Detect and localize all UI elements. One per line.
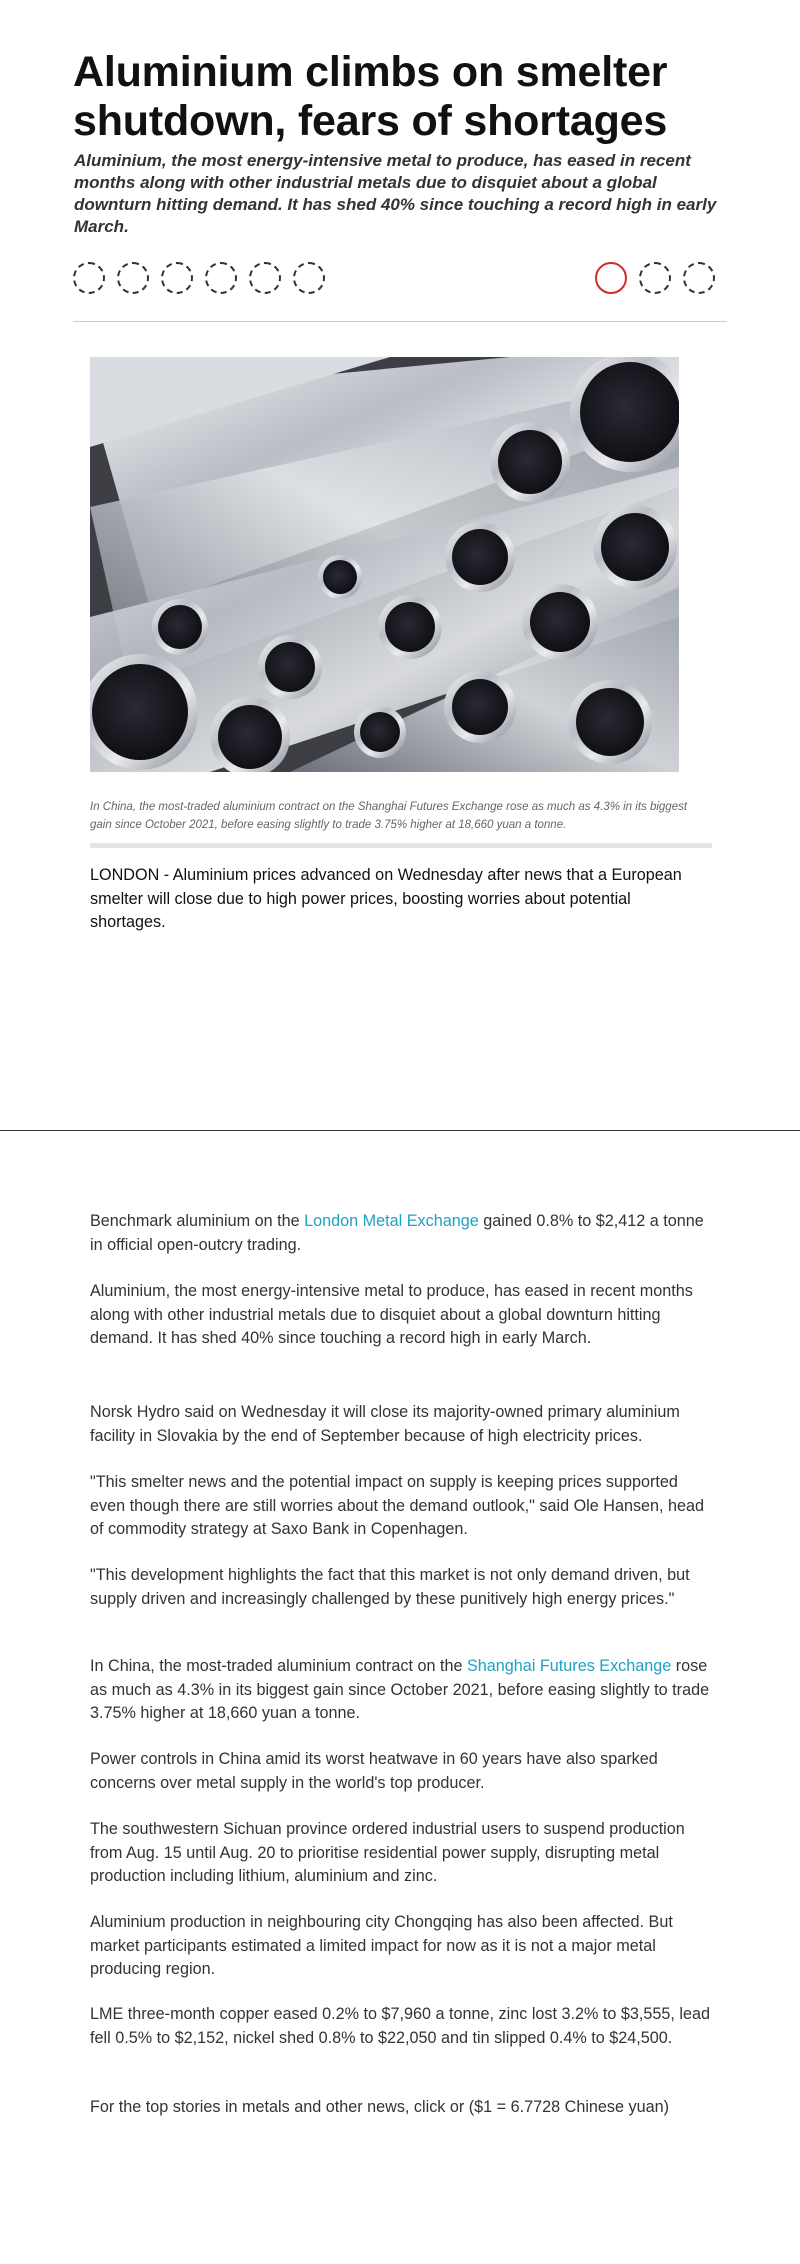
body-paragraph-6: In China, the most-traded aluminium contract on the Shanghai Futures Exchange rose as much as 4.3% in its biggest gain since October 2021, before easing slightly to trade 3.75% higher at 18,660 yuan a tonne. [90,1657,710,1722]
share-icon-9[interactable] [683,262,715,294]
share-bar [73,262,718,298]
body-paragraph-3: Norsk Hydro said on Wednesday it will close its majority-owned primary aluminium facility in Slovakia by the end of September because of high electricity prices. [90,1403,680,1445]
share-icon-5[interactable] [249,262,281,294]
body-paragraph-9: Aluminium production in neighbouring city Chongqing has also been affected. But market participants estimated a limited impact for now as it is not a major metal producing region. [90,1913,673,1978]
headline: Aluminium climbs on smelter shutdown, fears of shortages [73,48,668,145]
body-paragraph-1: Benchmark aluminium on the London Metal Exchange gained 0.8% to $2,412 a tonne in official open-outcry trading. [90,1212,704,1254]
link-shanghai-futures-exchange[interactable]: Shanghai Futures Exchange [467,1657,672,1675]
body-paragraph-8: The southwestern Sichuan province ordered industrial users to suspend production from Aug. 15 until Aug. 20 to prioritise residential power supply, disrupting metal production including lithium, aluminium and zinc. [90,1820,685,1885]
standfirst: Aluminium, the most energy-intensive metal to produce, has eased in recent months along with other industrial metals due to disquiet about a global downturn hitting demand. It has shed 40% since touching a record high in early March. [74,151,717,236]
share-icon-1[interactable] [73,262,105,294]
body-paragraph-11: For the top stories in metals and other news, click or ($1 = 6.7728 Chinese yuan) [90,2098,670,2116]
share-icon-2[interactable] [117,262,149,294]
image-caption: In China, the most-traded aluminium contract on the Shanghai Futures Exchange rose as much as 4.3% in its biggest gain since October 2021, before easing slightly to trade 3.75% higher at 18,660 yuan a tonne. [90,801,688,831]
body-paragraph-4: "This smelter news and the potential impact on supply is keeping prices supported even though there are still worries about the demand outlook," said Ole Hansen, head of commodity strategy at Saxo Bank in Copenhagen. [90,1473,705,1538]
hero-image-aluminium-pipes [90,357,679,772]
share-icon-4[interactable] [205,262,237,294]
body-paragraph-5: "This development highlights the fact that this market is not only demand driven, but supply driven and increasingly challenged by these punitively high energy prices." [90,1566,690,1608]
link-london-metal-exchange[interactable]: London Metal Exchange [304,1212,479,1230]
body-paragraph-2: Aluminium, the most energy-intensive metal to produce, has eased in recent months along with other industrial metals due to disquiet about a global downturn hitting demand. It has shed 40% since touching a record high in early March. [90,1282,693,1347]
share-icon-red[interactable] [595,262,627,294]
share-icon-8[interactable] [639,262,671,294]
page-divider [0,1130,800,1131]
share-icon-6[interactable] [293,262,325,294]
lede-paragraph: LONDON - Aluminium prices advanced on Wednesday after news that a European smelter will close due to high power prices, boosting worries about potential shortages. [90,866,682,931]
caption-divider [90,843,712,848]
body-paragraph-7: Power controls in China amid its worst heatwave in 60 years have also sparked concerns over metal supply in the world's top producer. [90,1750,658,1792]
header-divider [73,321,727,322]
share-icon-3[interactable] [161,262,193,294]
body-paragraph-10: LME three-month copper eased 0.2% to $7,960 a tonne, zinc lost 3.2% to $3,555, lead fell 0.5% to $2,152, nickel shed 0.8% to $22,050 and tin slipped 0.4% to $24,500. [90,2005,711,2047]
